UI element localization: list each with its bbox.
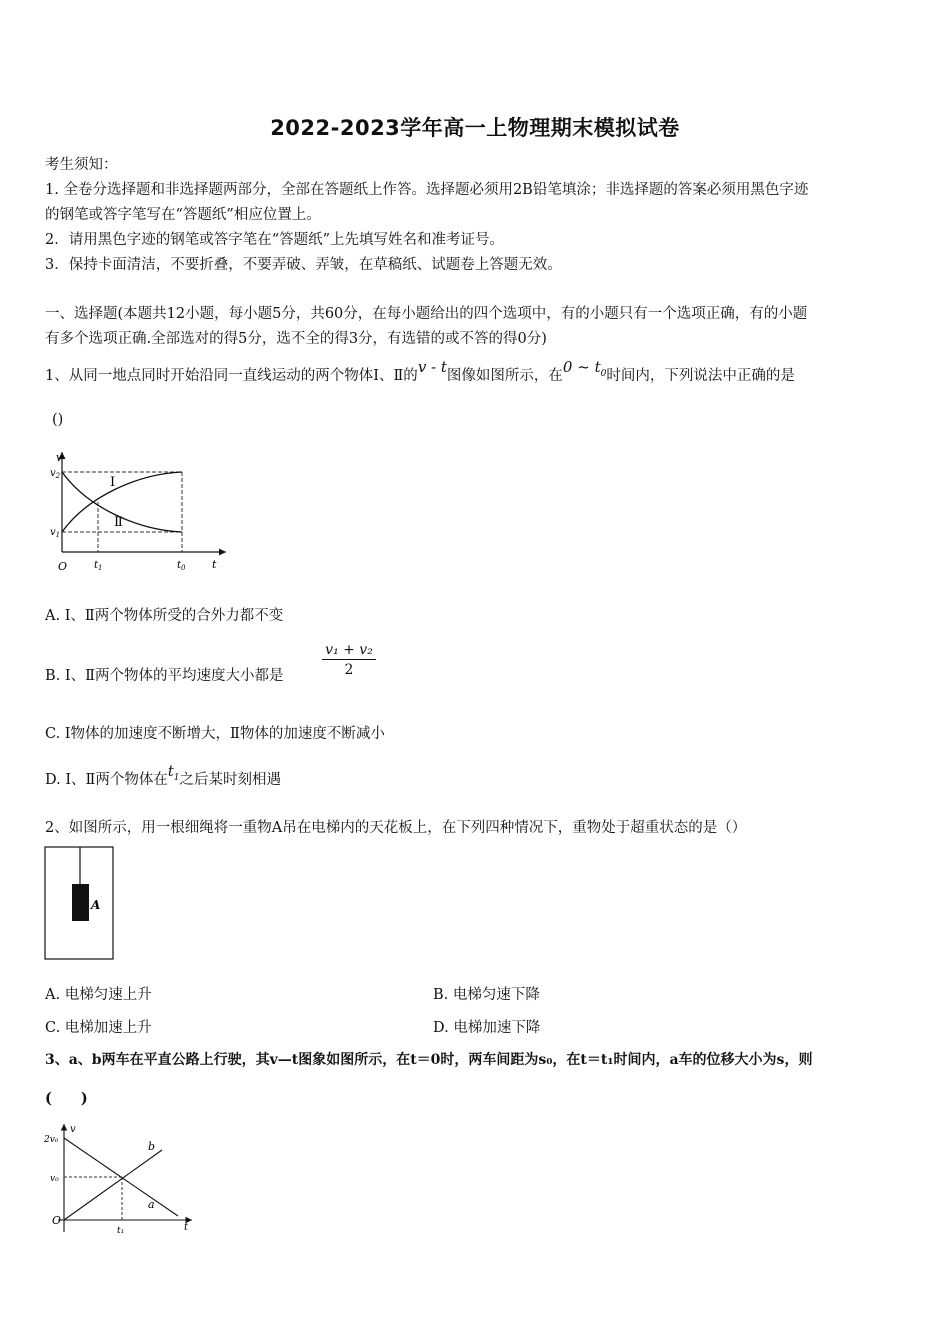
notice-item-2: 2．请用黑色字迹的钢笔或答字笔在“答题纸”上先填写姓名和准考证号。 xyxy=(45,232,505,248)
formula-range-sub: 0 xyxy=(600,369,607,379)
label-a: a xyxy=(148,1198,155,1211)
label-t1 xyxy=(94,560,103,572)
question-3-paren: ( ) xyxy=(45,1090,88,1107)
fraction-mean-velocity xyxy=(322,642,376,678)
question-1-paren: () xyxy=(52,412,64,428)
label-v0: v₀ xyxy=(50,1174,59,1184)
label-axis-v: v xyxy=(56,451,63,464)
option-d-sub: 1 xyxy=(173,772,180,783)
formula-vt: v - t xyxy=(417,358,447,376)
question-2-option-a: A. 电梯匀速上升 xyxy=(45,987,152,1003)
question-1-option-d xyxy=(45,764,281,791)
label-axis-t: t xyxy=(184,1222,189,1233)
label-v1-sub: 1 xyxy=(55,531,61,539)
question-2-stem: 2、如图所示，用一根细绳将一重物A吊在电梯内的天花板上，在下列四种情况下，重物处于超重状态的是（） xyxy=(45,820,747,836)
label-axis-t: t xyxy=(212,558,217,571)
fraction-numerator: v₁ + v₂ xyxy=(322,642,376,660)
label-t0-sub: 0 xyxy=(181,564,186,572)
notice-item-1-cont: 的钢笔或答字笔写在“答题纸”相应位置上。 xyxy=(45,207,321,223)
label-2v0: 2v₀ xyxy=(44,1135,59,1145)
question-1-text-c: 时间内，下列说法中正确的是 xyxy=(606,368,795,384)
section-heading-cont: 有多个选项正确.全部选对的得5分，选不全的得3分，有选错的或不答的得0分) xyxy=(45,331,547,347)
label-weight-a: A xyxy=(91,898,101,912)
option-d-text-a: D. Ⅰ、Ⅱ两个物体在 xyxy=(45,772,168,788)
label-t0 xyxy=(177,560,186,572)
question-2-option-d: D. 电梯加速下降 xyxy=(433,1020,541,1036)
label-t1: t₁ xyxy=(117,1226,125,1236)
label-curve-I: Ⅰ xyxy=(110,475,116,490)
label-origin: O xyxy=(52,1214,62,1227)
label-v1-main: v xyxy=(50,527,56,538)
question-1-text-b: 图像如图所示，在 xyxy=(446,368,563,384)
question-2-elevator-figure xyxy=(44,846,116,962)
question-1-stem xyxy=(45,358,795,387)
question-1-vt-graph xyxy=(48,446,238,576)
question-3-stem: 3、a、b两车在平直公路上行驶，其v—t图象如图所示，在t＝0时，两车间距为s₀，在t＝t₁时间内，a车的位移大小为s，则 xyxy=(45,1052,813,1068)
label-t0-main: t xyxy=(177,560,182,571)
question-3-vt-graph xyxy=(40,1120,200,1238)
label-v2 xyxy=(50,468,61,480)
page-title: 2022-2023学年高一上物理期末模拟试卷 xyxy=(270,116,680,140)
section-heading: 一、选择题(本题共12小题，每小题5分，共60分，在每小题给出的四个选项中，有的小题只有一个选项正确，有的小题 xyxy=(45,306,808,322)
notice-heading: 考生须知： xyxy=(45,157,118,173)
option-d-t: t xyxy=(167,764,174,780)
weight-a xyxy=(72,884,89,921)
question-1-option-a: A. Ⅰ、Ⅱ两个物体所受的合外力都不变 xyxy=(45,608,284,624)
label-v1 xyxy=(50,527,60,539)
formula-range-main: 0 ~ t xyxy=(562,358,601,376)
label-origin: O xyxy=(58,560,68,573)
label-curve-II: Ⅱ xyxy=(114,515,123,530)
formula-range xyxy=(562,358,607,379)
notice-item-3: 3．保持卡面清洁，不要折叠，不要弄破、弄皱，在草稿纸、试题卷上答题无效。 xyxy=(45,257,562,273)
option-d-text-b: 之后某时刻相遇 xyxy=(179,772,281,788)
label-b: b xyxy=(148,1140,156,1153)
fraction-denominator: 2 xyxy=(344,662,354,678)
label-v2-main: v xyxy=(50,468,56,479)
label-t1-sub: 1 xyxy=(98,564,103,572)
label-t1-main: t xyxy=(94,560,99,571)
label-axis-v: v xyxy=(70,1124,76,1135)
label-v2-sub: 2 xyxy=(55,472,61,480)
question-1-text-a: 1、从同一地点同时开始沿同一直线运动的两个物体Ⅰ、Ⅱ的 xyxy=(45,368,418,384)
question-1-option-b: B. Ⅰ、Ⅱ两个物体的平均速度大小都是 xyxy=(45,668,284,684)
notice-item-1: 1. 全卷分选择题和非选择题两部分，全部在答题纸上作答。选择题必须用2B铅笔填涂；非选择题的答案必须用黑色字迹 xyxy=(45,182,809,198)
question-1-option-c: C. Ⅰ物体的加速度不断增大，Ⅱ物体的加速度不断减小 xyxy=(45,726,385,742)
option-d-t1 xyxy=(167,764,180,783)
question-2-option-c: C. 电梯加速上升 xyxy=(45,1020,152,1036)
question-2-option-b: B. 电梯匀速下降 xyxy=(433,987,540,1003)
